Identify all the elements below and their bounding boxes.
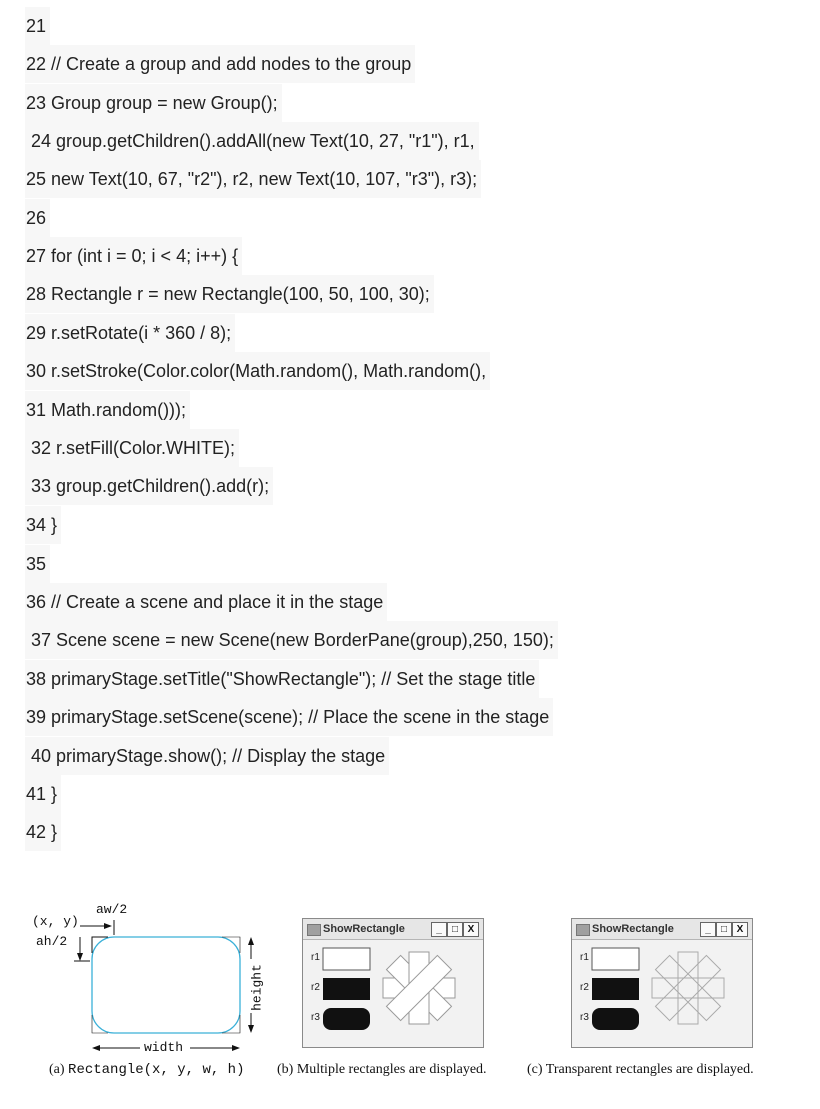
code-line: 40 primaryStage.show(); // Display the stage <box>25 737 389 775</box>
corner-guide-top-right <box>222 937 240 953</box>
caption-c: (c) Transparent rectangles are displayed. <box>527 1062 754 1077</box>
rounded-rectangle-shape <box>92 937 240 1033</box>
transparent-rectangle-45 <box>655 955 720 1020</box>
code-line: 25 new Text(10, 67, "r2"), r2, new Text(10, 107, "r3"), r3); <box>25 160 481 198</box>
window-c-titlebar <box>572 919 752 940</box>
corner-guide-bottom-right <box>222 1015 240 1033</box>
code-line: 23 Group group = new Group(); <box>25 84 282 122</box>
label-r3: r3 <box>580 1012 589 1023</box>
rectangle-r3 <box>592 1008 639 1030</box>
ah-pointer-arrowhead <box>77 953 83 961</box>
width-arrowhead-right <box>232 1045 240 1051</box>
rectangle-r2 <box>323 978 370 1000</box>
width-label: width <box>144 1040 184 1055</box>
window-b-canvas <box>303 940 483 1047</box>
code-line: 37 Scene scene = new Scene(new BorderPane(group),250, 150); <box>25 621 558 659</box>
label-r3: r3 <box>311 1012 320 1023</box>
code-line: 42 } <box>25 813 61 851</box>
corner-guide-top-left <box>92 937 108 953</box>
maximize-button[interactable]: □ <box>447 922 463 937</box>
transparent-rectangle-0 <box>652 978 724 998</box>
rectangle-r1 <box>592 948 639 970</box>
maximize-button[interactable]: □ <box>716 922 732 937</box>
transparent-rectangle-90 <box>678 952 698 1024</box>
window-c <box>571 918 753 1048</box>
xy-label: (x, y) <box>32 914 79 929</box>
caption-a-prefix: (a) <box>49 1062 69 1077</box>
code-line: 32 r.setFill(Color.WHITE); <box>25 429 239 467</box>
window-title: ShowRectangle <box>323 923 405 935</box>
rectangle-r1 <box>323 948 370 970</box>
rectangle-r3 <box>323 1008 370 1030</box>
close-button[interactable]: X <box>463 922 479 937</box>
corner-guide-bottom-left <box>92 1015 108 1033</box>
code-line: 21 <box>25 7 50 45</box>
code-line: 39 primaryStage.setScene(scene); // Place the scene in the stage <box>25 698 553 736</box>
label-r2: r2 <box>311 982 320 993</box>
label-r1: r1 <box>311 952 320 963</box>
label-r2: r2 <box>580 982 589 993</box>
window-b-titlebar <box>303 919 483 940</box>
width-arrowhead-left <box>92 1045 100 1051</box>
code-line: 30 r.setStroke(Color.color(Math.random(), Math.random(), <box>25 352 490 390</box>
label-r1: r1 <box>580 952 589 963</box>
height-arrowhead-top <box>248 937 254 945</box>
window-b <box>302 918 484 1048</box>
code-line: 27 for (int i = 0; i < 4; i++) { <box>25 237 242 275</box>
caption-a-code: Rectangle(x, y, w, h) <box>68 1062 245 1078</box>
code-line: 38 primaryStage.setTitle("ShowRectangle"); // Set the stage title <box>25 660 539 698</box>
xy-pointer-arrowhead <box>104 923 112 929</box>
app-icon <box>576 924 590 936</box>
rotated-rectangles-group <box>383 952 455 1024</box>
code-line: 35 <box>25 545 50 583</box>
close-button[interactable]: X <box>732 922 748 937</box>
code-line: 31 Math.random())); <box>25 391 190 429</box>
code-line: 34 } <box>25 506 61 544</box>
caption-b: (b) Multiple rectangles are displayed. <box>277 1062 487 1077</box>
code-line: 24 group.getChildren().addAll(new Text(10, 27, "r1"), r1, <box>25 122 479 160</box>
caption-a <box>49 1060 244 1080</box>
app-icon <box>307 924 321 936</box>
height-label: height <box>249 964 265 1011</box>
code-line: 29 r.setRotate(i * 360 / 8); <box>25 314 235 352</box>
transparent-rectangles-group <box>652 952 724 1024</box>
ah-label: ah/2 <box>36 934 68 949</box>
window-title: ShowRectangle <box>592 923 674 935</box>
code-line: 36 // Create a scene and place it in the stage <box>25 583 387 621</box>
code-line: 26 <box>25 199 50 237</box>
code-line: 33 group.getChildren().add(r); <box>25 467 273 505</box>
aw-label: aw/2 <box>96 902 128 917</box>
transparent-rectangle-135 <box>655 955 720 1020</box>
height-arrowhead-bottom <box>248 1025 254 1033</box>
minimize-button[interactable]: _ <box>700 922 716 937</box>
minimize-button[interactable]: _ <box>431 922 447 937</box>
rectangle-r2 <box>592 978 639 1000</box>
window-c-canvas <box>572 940 752 1047</box>
code-line: 41 } <box>25 775 61 813</box>
code-line: 22 // Create a group and add nodes to the group <box>25 45 415 83</box>
code-line: 28 Rectangle r = new Rectangle(100, 50, 100, 30); <box>25 275 434 313</box>
